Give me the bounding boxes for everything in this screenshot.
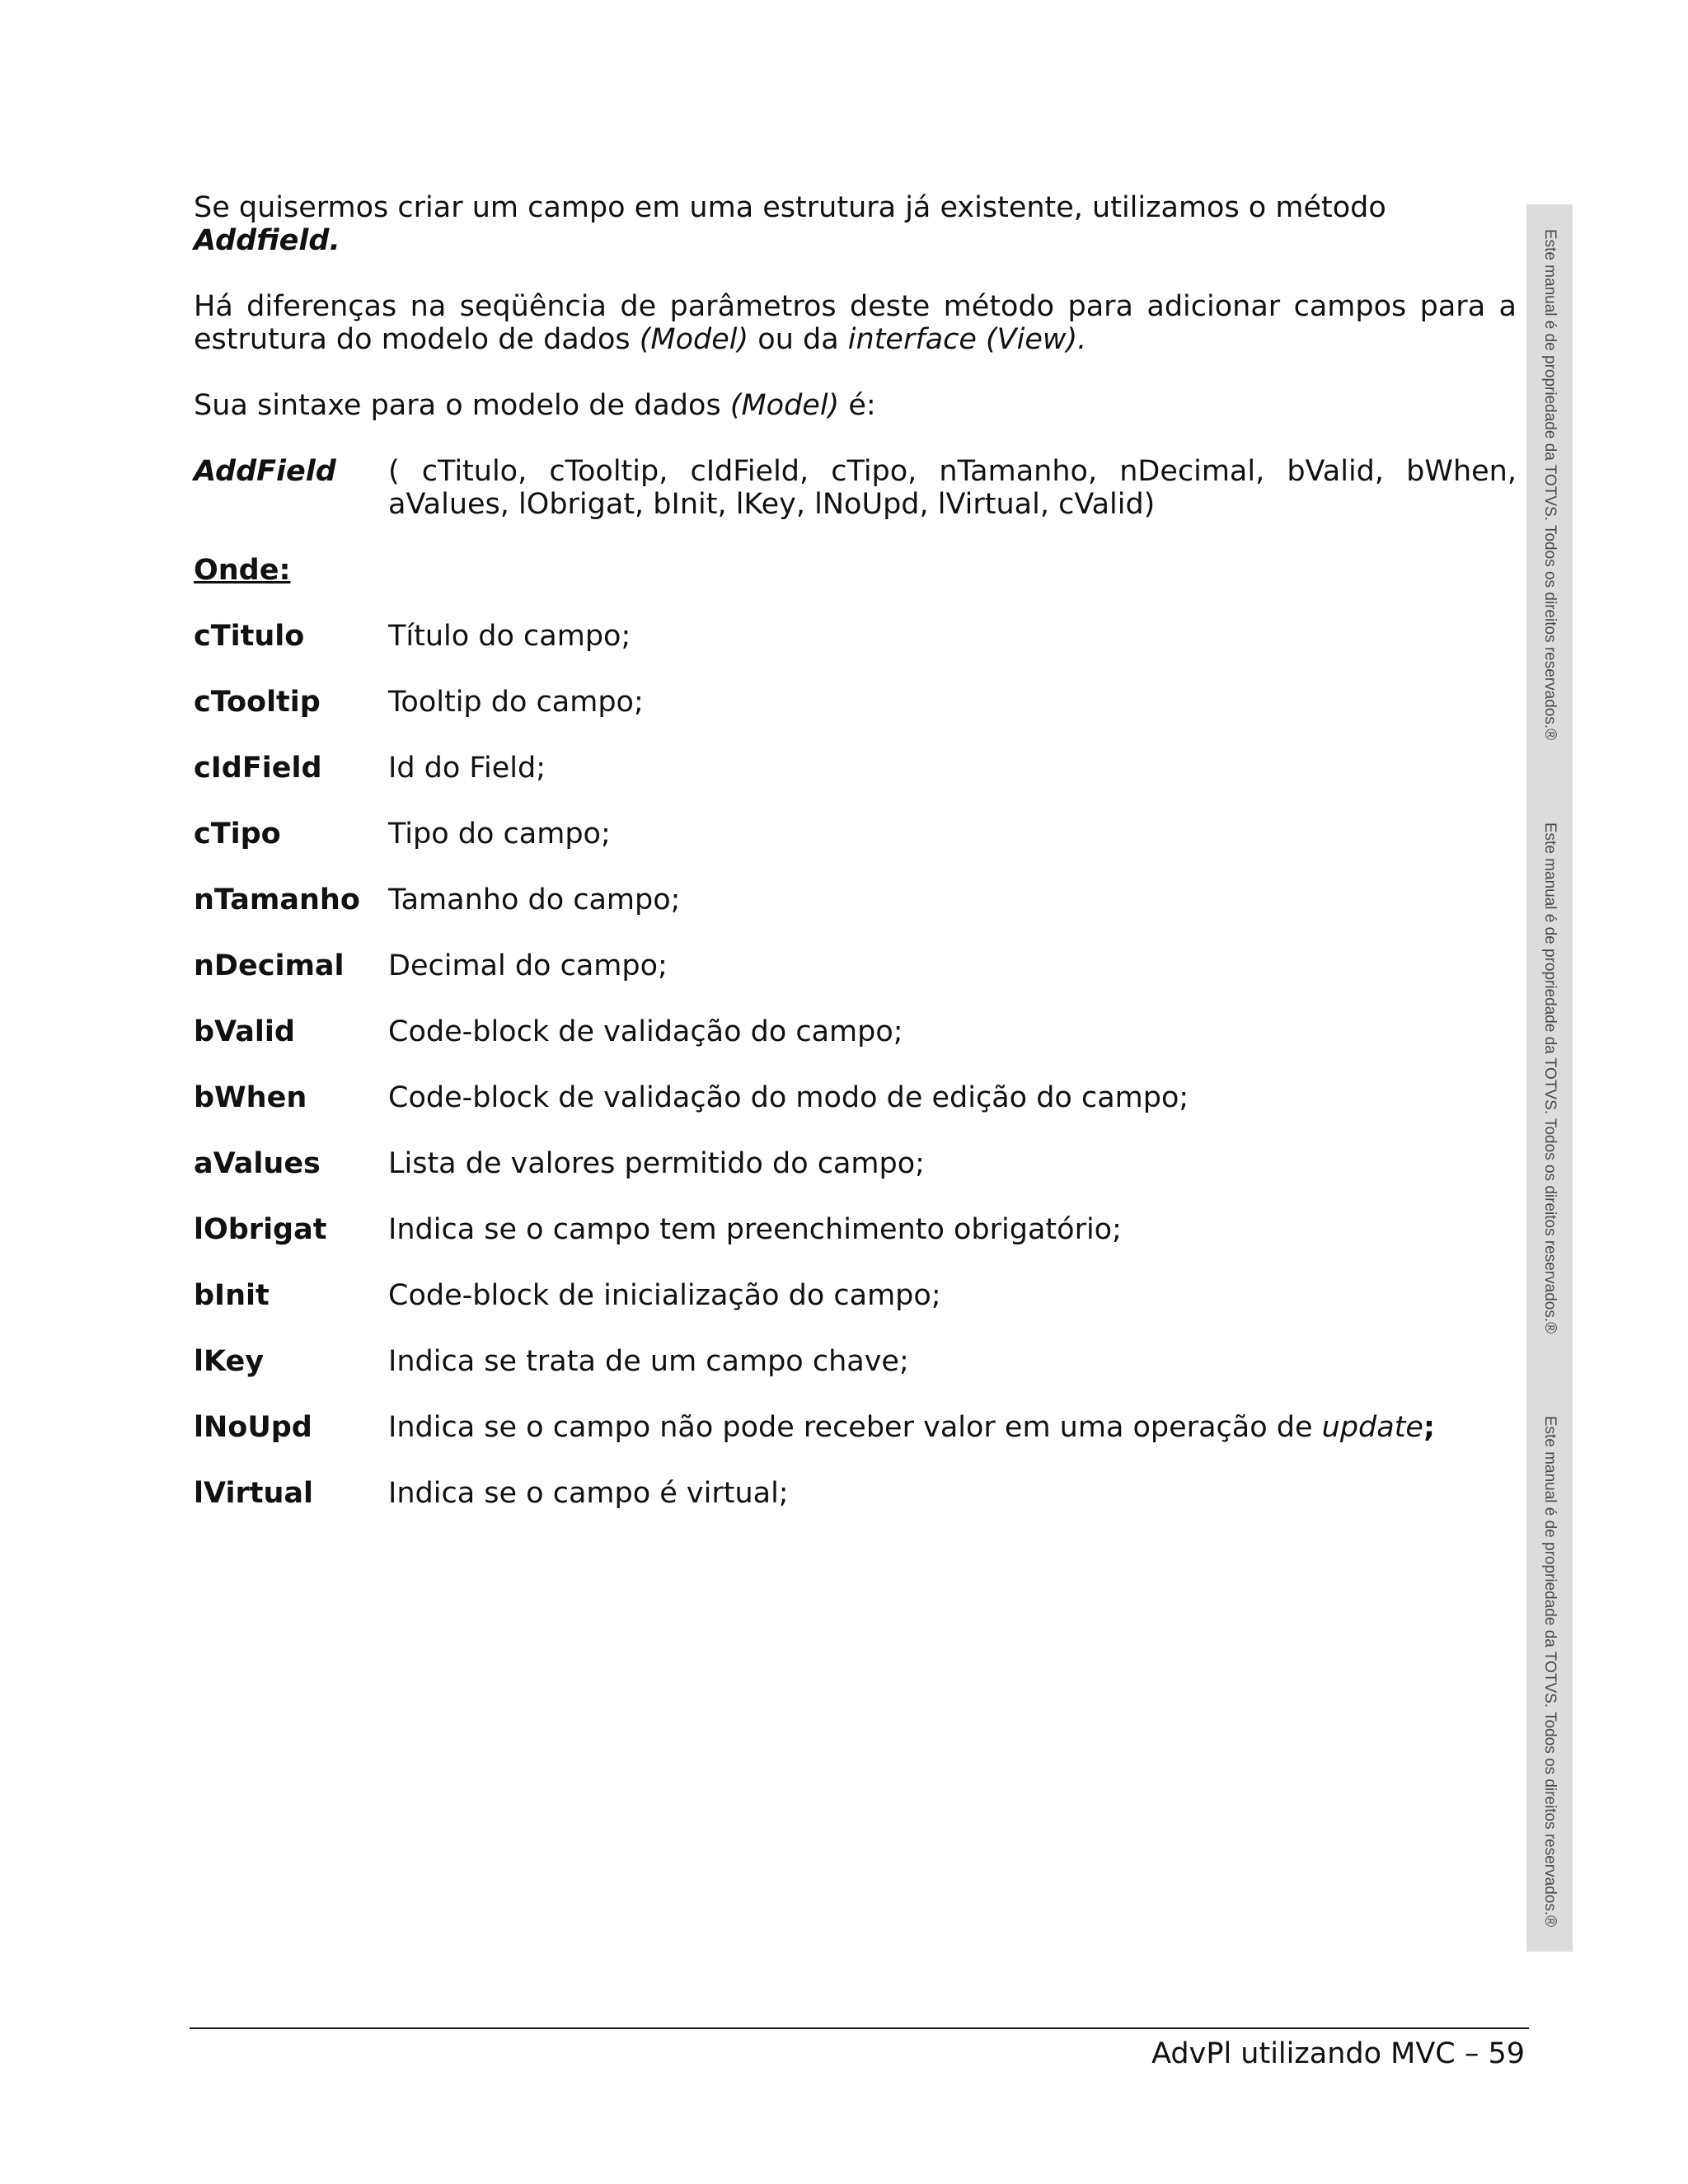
intro-text: ou da: [748, 323, 848, 356]
watermark-text: Este manual é de propriedade da TOTVS. Todos os direitos reservados.®: [1541, 822, 1559, 1334]
param-name: cIdField: [194, 752, 322, 785]
intro-paragraph-3: [194, 389, 1517, 422]
param-desc: Indica se o campo tem preenchimento obrigatório;: [388, 1213, 1122, 1246]
param-desc: Lista de valores permitido do campo;: [388, 1147, 925, 1180]
param-name: cTooltip: [194, 686, 321, 719]
param-name: cTipo: [194, 818, 281, 851]
param-row: [194, 1345, 1517, 1378]
param-desc-end: ;: [1423, 1411, 1435, 1444]
param-row: [194, 949, 1517, 982]
param-desc: Título do campo;: [388, 620, 631, 653]
param-name: bInit: [194, 1279, 270, 1312]
intro-paragraph-2: [194, 290, 1517, 356]
param-name: lNoUpd: [194, 1411, 312, 1444]
param-row: [194, 1279, 1517, 1312]
page-footer: AdvPl utilizando MVC – 59: [1151, 2037, 1525, 2070]
param-name: bWhen: [194, 1081, 307, 1114]
method-name: Addfield.: [194, 224, 340, 257]
parameter-list: [194, 620, 1517, 1510]
syntax-arguments: ( cTitulo, cTooltip, cIdField, cTipo, nTamanho, nDecimal, bValid, bWhen, aValues, lObrigat, bInit, lKey, lNoUpd, lVirtual, cValid): [388, 455, 1517, 521]
syntax-block: [194, 455, 1517, 521]
param-desc: Indica se o campo não pode receber valor em uma operação de: [388, 1411, 1322, 1444]
param-name: lKey: [194, 1345, 265, 1378]
param-desc: Code-block de inicialização do campo;: [388, 1279, 941, 1312]
update-term: update: [1321, 1411, 1423, 1444]
copyright-watermark: [1526, 1408, 1573, 1935]
param-name: cTitulo: [194, 620, 305, 653]
intro-paragraph-1: [194, 191, 1517, 257]
param-desc: Indica se o campo é virtual;: [388, 1477, 789, 1510]
intro-text: Sua sintaxe para o modelo de dados: [194, 389, 730, 422]
param-name: lVirtual: [194, 1477, 313, 1510]
param-name: lObrigat: [194, 1213, 327, 1246]
param-row: [194, 883, 1517, 916]
model-term: (Model): [729, 389, 840, 422]
param-desc-container: [388, 1411, 1517, 1444]
param-name: nTamanho: [194, 883, 360, 916]
copyright-sidebar: [1526, 204, 1573, 1952]
param-desc: Tooltip do campo;: [388, 686, 644, 719]
model-term: (Model): [639, 323, 749, 356]
param-row: [194, 1213, 1517, 1246]
page-content: [194, 191, 1517, 1543]
intro-text: Se quisermos criar um campo em uma estrutura já existente, utilizamos o método: [194, 191, 1386, 224]
param-row: [194, 1081, 1517, 1114]
syntax-function-name: AddField: [194, 455, 336, 488]
param-row: [194, 1015, 1517, 1048]
param-desc: Code-block de validação do campo;: [388, 1015, 903, 1048]
param-row: [194, 1147, 1517, 1180]
intro-text: Há diferenças na seqüência de parâmetros deste método para adicionar campos para a estrutura do modelo de dados: [194, 290, 1517, 356]
param-row: [194, 1477, 1517, 1510]
param-name: bValid: [194, 1015, 295, 1048]
watermark-text: Este manual é de propriedade da TOTVS. Todos os direitos reservados.®: [1541, 1415, 1559, 1928]
param-row: [194, 1411, 1517, 1444]
param-desc: Decimal do campo;: [388, 949, 668, 982]
param-row: [194, 752, 1517, 785]
view-term: interface (View).: [847, 323, 1087, 356]
param-desc: Indica se trata de um campo chave;: [388, 1345, 909, 1378]
param-name: aValues: [194, 1147, 321, 1180]
param-row: [194, 818, 1517, 851]
param-desc: Tamanho do campo;: [388, 883, 681, 916]
footer-divider: [190, 2027, 1529, 2029]
watermark-text: Este manual é de propriedade da TOTVS. Todos os direitos reservados.®: [1541, 228, 1559, 741]
param-desc: Tipo do campo;: [388, 818, 611, 851]
param-name: nDecimal: [194, 949, 345, 982]
param-row: [194, 620, 1517, 653]
onde-heading: Onde:: [194, 554, 291, 587]
copyright-watermark: [1526, 221, 1573, 748]
intro-text: é:: [839, 389, 876, 422]
param-desc: Id do Field;: [388, 752, 546, 785]
param-desc: Code-block de validação do modo de edição do campo;: [388, 1081, 1189, 1114]
copyright-watermark: [1526, 814, 1573, 1342]
param-row: [194, 686, 1517, 719]
